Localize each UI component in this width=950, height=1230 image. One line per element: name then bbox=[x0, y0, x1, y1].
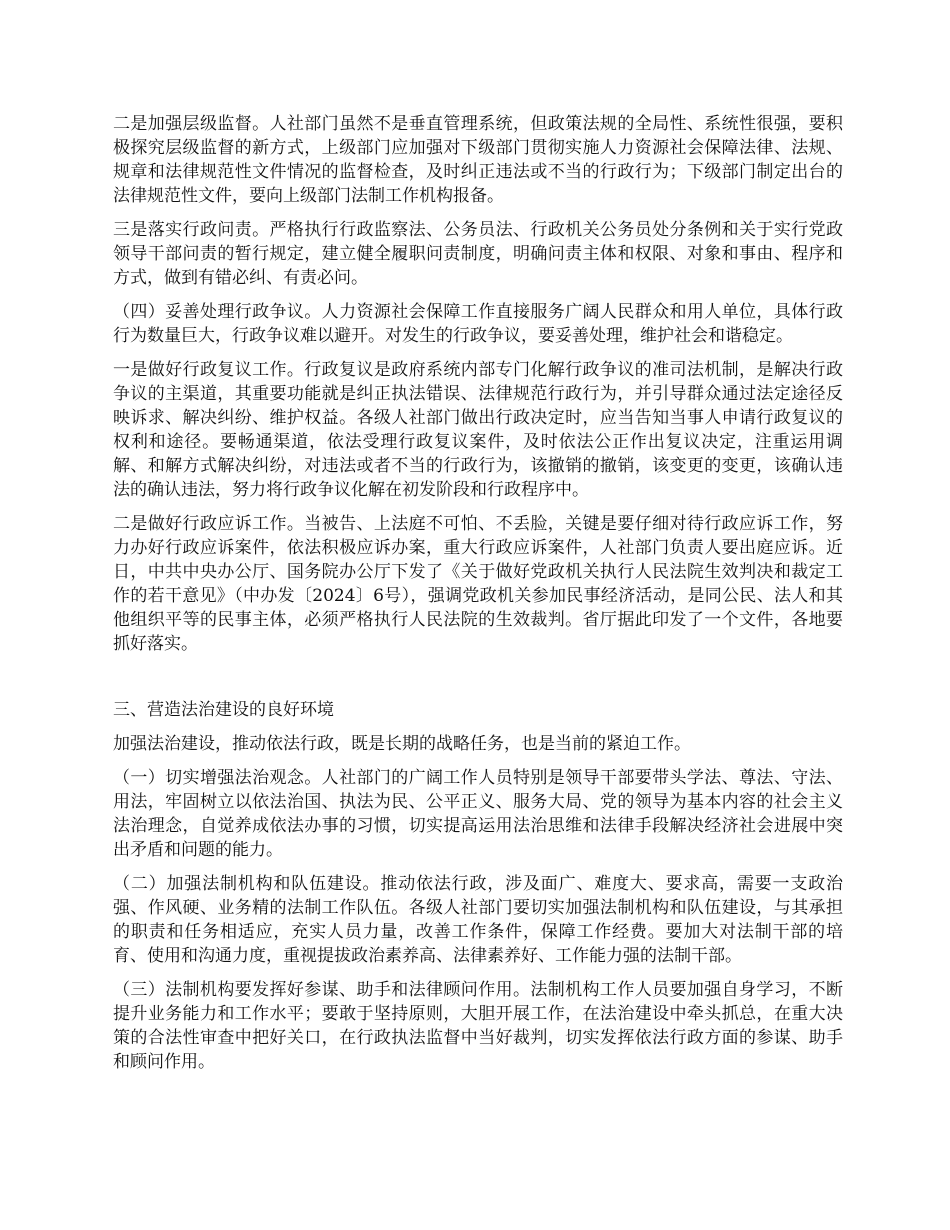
paragraph-legal-advisor-role: （三）法制机构要发挥好参谋、助手和法律顾问作用。法制机构工作人员要加强自身学习，不断提升业务能力和工作水平；要敢于坚持原则，大胆开展工作，在法治建设中牵头抓总，在重大决策的合法性审查中把好关口，在行政执法监督中当好裁判，切实发挥依法行政方面的参谋、助手和顾问作用。 bbox=[113, 980, 843, 1072]
document-body bbox=[113, 112, 843, 1084]
paragraph-legal-team-building: （二）加强法制机构和队伍建设。推动依法行政，涉及面广、难度大、要求高，需要一支政治强、作风硬、业务精的法制工作队伍。各级人社部门要切实加强法制机构和队伍建设，与其承担的职责和任务相适应，充实人员力量，改善工作条件，保障工作经费。要加大对法制干部的培育、使用和沟通力度，重视提拔政治素养高、法律素养好、工作能力强的法制干部。 bbox=[113, 874, 843, 966]
paragraph-hierarchical-supervision: 二是加强层级监督。人社部门虽然不是垂直管理系统，但政策法规的全局性、系统性很强，要积极探究层级监督的新方式，上级部门应加强对下级部门贯彻实施人力资源社会保障法律、法规、规章和法律规范性文件情况的监督检查，及时纠正违法或不当的行政行为；下级部门制定出台的法律规范性文件，要向上级部门法制工作机构报备。 bbox=[113, 114, 843, 206]
paragraph-accountability: 三是落实行政问责。严格执行行政监察法、公务员法、行政机关公务员处分条例和关于实行党政领导干部问责的暂行规定，建立健全履职问责制度，明确问责主体和权限、对象和事由、程序和方式，做到有错必纠、有责必问。 bbox=[113, 220, 843, 288]
paragraph-handle-disputes: （四）妥善处理行政争议。人力资源社会保障工作直接服务广阔人民群众和用人单位，具体行政行为数量巨大，行政争议难以避开。对发生的行政争议，要妥善处理，维护社会和谐稳定。 bbox=[113, 302, 843, 346]
paragraph-rule-of-law-concept: （一）切实增强法治观念。人社部门的广阔工作人员特别是领导干部要带头学法、尊法、守法、用法，牢固树立以依法治国、执法为民、公平正义、服务大局、党的领导为基本内容的社会主义法治理念，自觉养成依法办事的习惯，切实提高运用法治思维和法律手段解决经济社会进展中突出矛盾和问题的能力。 bbox=[113, 768, 843, 860]
paragraph-administrative-review: 一是做好行政复议工作。行政复议是政府系统内部专门化解行政争议的准司法机制，是解决行政争议的主渠道，其重要功能就是纠正执法错误、法律规范行政行为，并引导群众通过法定途径反映诉求、解决纠纷、维护权益。各级人社部门做出行政决定时，应当告知当事人申请行政复议的权利和途径。要畅通渠道，依法受理行政复议案件，及时依法公正作出复议决定，注重运用调解、和解方式解决纠纷，对违法或者不当的行政行为，该撤销的撤销，该变更的变更，该确认违法的确认违法，努力将行政争议化解在初发阶段和行政程序中。 bbox=[113, 360, 843, 500]
section-heading-environment: 三、营造法治建设的良好环境 bbox=[113, 700, 334, 720]
paragraph-administrative-litigation: 二是做好行政应诉工作。当被告、上法庭不可怕、不丢脸，关键是要仔细对待行政应诉工作，努力办好行政应诉案件，依法积极应诉办案，重大行政应诉案件，人社部门负责人要出庭应诉。近日，中共中央办公厅、国务院办公厅下发了《关于做好党政机关执行人民法院生效判决和裁定工作的若干意见》（中办发〔2024〕6号），强调党政机关参加民事经济活动，是同公民、法人和其他组织平等的民事主体，必须严格执行人民法院的生效裁判。省厅据此印发了一个文件，各地要抓好落实。 bbox=[113, 514, 843, 654]
paragraph-intro: 加强法治建设，推动依法行政，既是长期的战略任务，也是当前的紧迫工作。 bbox=[113, 734, 691, 754]
